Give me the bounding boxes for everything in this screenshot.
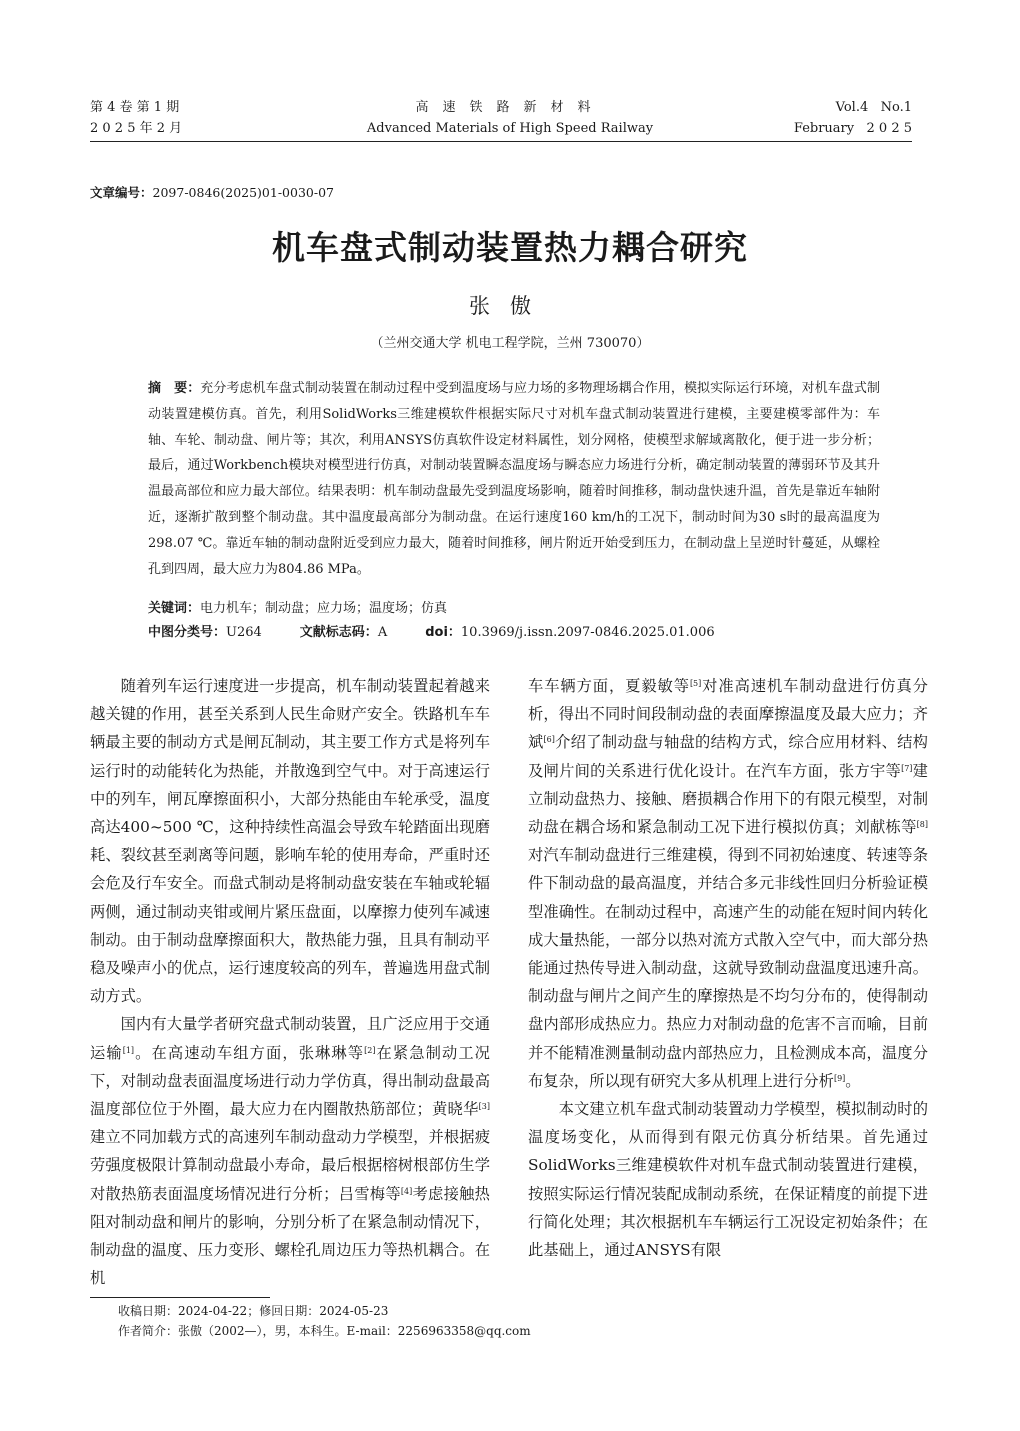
journal-name-cn: 高速铁路新材料 [415, 100, 605, 115]
article-number [90, 183, 334, 201]
text-run: 介绍了制动盘与轴盘的结构方式，综合应用材料、结构及闸片间的关系进行优化设计。在汽车方面，张方宇等 [528, 733, 928, 780]
citation-ref: [3] [478, 1102, 490, 1112]
body-column-right [528, 672, 928, 1264]
text-run: 建立制动盘热力、接触、磨损耦合作用下的有限元模型，对制动盘在耦合场和紧急制动工况下进行模拟仿真；刘献栋等 [528, 761, 928, 837]
text-run: 对汽车制动盘进行三维建模，得到不同初始速度、转速等条件下制动盘的最高温度，并结合多元非线性回归分析验证模型准确性。在制动过程中，高速产生的动能在短时间内转化成大量热能，一部分以热对流方式散入空气中，而大部分热能通过热传导进入制动盘，这就导致制动盘温度迅速升高。制动盘与闸片之间产生的摩擦热是不均匀分布的，使得制动盘内部形成热应力。热应力对制动盘的危害不言而喻，目前并不能精准测量制动盘内部热应力，且检测成本高，温度分布复杂，所以现有研究大多从机理上进行分析 [528, 846, 928, 1090]
abstract-text: 充分考虑机车盘式制动装置在制动过程中受到温度场与应力场的多物理场耦合作用，模拟实际运行环境，对机车盘式制动装置建模仿真。首先，利用SolidWorks三维建模软件根据实际尺寸对机车盘式制动装置进行建模，主要建模零部件为：车轴、车轮、制动盘、闸片等；其次，利用ANSYS仿真软件设定材料属性，划分网格，使模型求解域离散化，便于进一步分析；最后，通过Workbench模块对模型进行仿真，对制动装置瞬态温度场与瞬态应力场进行分析，确定制动装置的薄弱环节及其升温最高部位和应力最大部位。结果表明：机车制动盘最先受到温度场影响，随着时间推移，制动盘快速升温，首先是靠近车轴附近，逐渐扩散到整个制动盘。其中温度最高部分为制动盘。在运行速度160 km/h的工况下，制动时间为30 s时的最高温度为298.07 ℃。靠近车轴的制动盘附近受到应力最大，随着时间推移，闸片附近开始受到压力，在制动盘上呈逆时针蔓延，从螺栓孔到四周，最大应力为804.86 MPa。 [148, 381, 880, 577]
abstract [148, 376, 880, 582]
citation-ref: [1] [122, 1045, 135, 1055]
classification-line [148, 622, 880, 644]
doi-label: doi： [425, 625, 461, 640]
clc-label: 中图分类号： [148, 625, 227, 640]
doc-code-label: 文献标志码： [299, 625, 378, 640]
abstract-label: 摘 要： [148, 381, 201, 396]
text-run: 。在高速动车组方面，张琳琳等 [134, 1043, 365, 1062]
footnote [118, 1301, 898, 1341]
article-number-label: 文章编号： [90, 185, 153, 200]
author-name: 张傲 [469, 294, 551, 318]
received-date: 收稿日期：2024-04-22；修回日期：2024-05-23 [118, 1304, 389, 1318]
doi-value: 10.3969/j.issn.2097-0846.2025.01.006 [460, 625, 715, 640]
text-run: 在紧急制动工况下，对制动盘表面温度场进行动力学仿真，得出制动盘最高温度部位位于外圈，最大应力在内圈散热筋部位；黄晓华 [90, 1043, 490, 1119]
body-paragraph [528, 672, 928, 1095]
text-run: 国内有大量学者研究盘式制动装置，且广泛应用于交通运输 [90, 1015, 490, 1062]
article-number-value: 2097-0846(2025)01-0030-07 [152, 185, 334, 200]
keywords [148, 598, 880, 620]
citation-ref: [8] [916, 820, 928, 830]
header-rule [90, 141, 912, 142]
publication-date: 2 0 2 5 年 2 月 [90, 121, 183, 136]
citation-ref: [4] [400, 1186, 413, 1196]
keywords-text: 电力机车；制动盘；应力场；温度场；仿真 [200, 601, 448, 616]
body-paragraph [90, 1010, 490, 1292]
citation-ref: [2] [364, 1045, 376, 1055]
publication-date-en: February 2 0 2 5 [793, 121, 912, 136]
text-run: 对准高速机车制动盘进行仿真分析，得出不同时间段制动盘的表面摩擦温度及最大应力；齐斌 [528, 677, 928, 752]
text-run: 车车辆方面，夏毅敏等 [528, 677, 690, 695]
doc-code-value: A [377, 625, 388, 640]
author-affiliation: （兰州交通大学 机电工程学院，兰州 730070） [370, 336, 650, 351]
paper-title: 机车盘式制动装置热力耦合研究 [272, 228, 748, 267]
citation-ref: [7] [901, 763, 913, 773]
citation-ref: [9] [833, 1073, 846, 1083]
clc-value: U264 [226, 625, 262, 640]
journal-name-en: Advanced Materials of High Speed Railway [366, 121, 654, 136]
body-paragraph: 本文建立机车盘式制动装置动力学模型，模拟制动时的温度场变化，从而得到有限元仿真分析结果。首先通过SolidWorks三维建模软件对机车盘式制动装置进行建模，按照实际运行情况装配成制动系统，在保证精度的前提下进行简化处理；其次根据机车车辆运行工况设定初始条件；在此基础上，通过ANSYS有限 [528, 1100, 928, 1260]
body-paragraph: 随着列车运行速度进一步提高，机车制动装置起着越来越关键的作用，甚至关系到人民生命财产安全。铁路机车车辆最主要的制动方式是闸瓦制动，其主要工作方式是将列车运行时的动能转化为热能，并散逸到空气中。对于高速运行中的列车，闸瓦摩擦面积小，大部分热能由车轮承受，温度高达400~500 ℃，这种持续性高温会导致车轮踏面出现磨耗、裂纹甚至剥离等问题，影响车轮的使用寿命，严重时还会危及行车安全。而盘式制动是将制动盘安装在车轴或轮辐两侧，通过制动夹钳或闸片紧压盘面，以摩擦力使列车减速制动。由于制动盘摩擦面积大，散热能力强，且具有制动平稳及噪声小的优点，运行速度较高的列车，普遍选用盘式制动方式。 [90, 677, 490, 1006]
text-run: 建立不同加载方式的高速列车制动盘动力学模型，并根据疲劳强度极限计算制动盘最小寿命，最后根据榕树根部仿生学对散热筋表面温度场情况进行分析；吕雪梅等 [90, 1128, 490, 1203]
text-run: 。 [845, 1071, 861, 1090]
volume-issue: 第 4 卷 第 1 期 [90, 100, 180, 115]
citation-ref: [5] [689, 679, 702, 688]
author-bio: 作者简介：张傲（2002—），男，本科生。E-mail：2256963358@qq.com [118, 1324, 531, 1338]
text-run: 考虑接触热阻对制动盘和闸片的影响，分别分析了在紧急制动情况下，制动盘的温度、压力变形、螺栓孔周边压力等热机耦合。在机 [90, 1184, 490, 1288]
volume-issue-en: Vol.4 No.1 [835, 100, 912, 115]
keywords-label: 关键词： [148, 601, 201, 616]
citation-ref: [6] [543, 735, 555, 745]
footnote-rule [90, 1297, 270, 1298]
body-column-left [90, 672, 490, 1292]
